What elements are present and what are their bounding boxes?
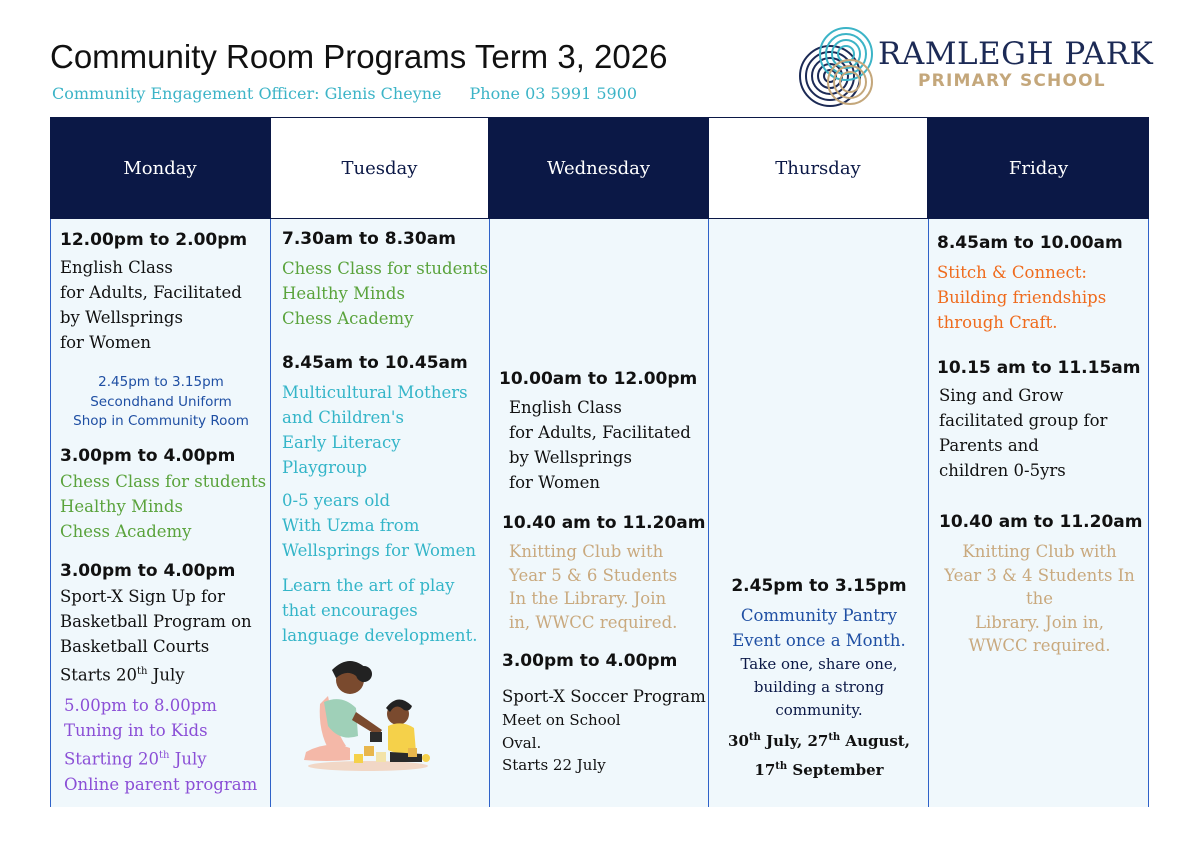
program-line: Community Pantry: [740, 606, 898, 625]
program-line: Online parent program: [64, 774, 258, 794]
program-line: Early Literacy: [282, 433, 401, 452]
program-line: for Adults, Facilitated: [509, 423, 691, 442]
program-line: With Uzma from: [282, 516, 420, 535]
time-label: 3.00pm to 4.00pm: [60, 446, 236, 466]
time-label: 10.00am to 12.00pm: [499, 369, 698, 389]
program-line: Multicultural Mothers: [282, 383, 468, 402]
program-line: Starts 22 July: [502, 756, 606, 774]
program-line: Basketball Courts: [60, 637, 210, 656]
program-line: Knitting Club with: [962, 542, 1117, 561]
day-header-wednesday: Wednesday: [489, 117, 708, 219]
program-line: Chess Academy: [60, 522, 192, 541]
tuesday-playgroup: [282, 351, 477, 648]
monday-sportx: [60, 559, 252, 688]
friday-time-knitting: [939, 510, 1142, 535]
thursday-cell: [708, 219, 928, 807]
tuesday-chess: [282, 227, 488, 331]
logo-subname: PRIMARY SCHOOL: [918, 71, 1106, 91]
program-line: Learn the art of play: [282, 576, 455, 595]
monday-cell: [50, 219, 270, 807]
thursday-community-pantry: [709, 574, 929, 783]
officer-name: Community Engagement Officer: Glenis Cheyne: [52, 84, 442, 103]
time-label: 10.15 am to 11.15am: [937, 358, 1141, 378]
monday-english-class: [60, 228, 247, 355]
program-line: 5.00pm to 8.00pm: [64, 696, 217, 715]
program-line: Shop in Community Room: [73, 413, 249, 429]
program-line: Sing and Grow: [939, 386, 1064, 405]
program-line: Chess Class for students: [282, 259, 489, 278]
monday-chess: [60, 444, 266, 544]
mother-child-play-illustration: [298, 656, 438, 774]
program-line: WWCC required.: [968, 636, 1111, 655]
time-label: 7.30am to 8.30am: [282, 229, 456, 249]
program-line: in, WWCC required.: [509, 612, 678, 632]
friday-knitting-club: [929, 540, 1150, 658]
time-label: 2.45pm to 3.15pm: [731, 576, 907, 596]
program-line: Library. Join in,: [975, 612, 1104, 632]
program-line: community.: [775, 701, 863, 719]
program-line: Healthy Minds: [282, 284, 405, 303]
timetable-grid: [50, 117, 1150, 807]
friday-cell: [928, 219, 1149, 807]
program-line: 0-5 years old: [282, 491, 391, 510]
program-line: children 0-5yrs: [939, 461, 1066, 480]
program-line: Chess Class for students: [60, 472, 267, 491]
monday-tuning-in-to-kids: [64, 693, 257, 797]
day-header-monday: Monday: [50, 117, 270, 219]
day-header-friday: Friday: [928, 117, 1149, 219]
program-line: Year 3 & 4 Students In the: [944, 565, 1135, 608]
day-header-tuesday: Tuesday: [270, 117, 489, 219]
program-line: Take one, share one,: [740, 655, 898, 673]
program-line: Oval.: [502, 733, 542, 752]
wednesday-soccer: [502, 649, 706, 777]
friday-stitch-connect: [937, 231, 1123, 335]
monday-uniform-shop: [51, 373, 271, 432]
time-label: 10.40 am to 11.20am: [502, 513, 706, 533]
pantry-dates: 17th September: [754, 761, 884, 779]
pantry-dates: 30th July, 27th August,: [728, 732, 910, 750]
contact-line: [52, 84, 637, 103]
time-label: 10.40 am to 11.20am: [939, 512, 1143, 532]
program-line: language development.: [282, 626, 478, 645]
page-title: Community Room Programs Term 3, 2026: [50, 38, 668, 75]
program-line: for Adults, Facilitated: [60, 283, 242, 302]
program-line: English Class: [60, 258, 173, 277]
program-line: for Women: [509, 473, 600, 492]
program-line: Chess Academy: [282, 309, 414, 328]
time-label: 3.00pm to 4.00pm: [60, 561, 236, 581]
program-line: Tuning in to Kids: [64, 721, 208, 740]
program-line: In the Library. Join: [509, 589, 667, 608]
program-line: Event once a Month.: [732, 631, 906, 650]
logo-name: RAMLEGH PARK: [878, 36, 1154, 72]
program-line: Stitch & Connect:: [937, 263, 1087, 282]
thursday-column: [708, 117, 928, 807]
time-label: 3.00pm to 4.00pm: [502, 651, 678, 671]
program-line: for Women: [60, 333, 151, 352]
program-line: Year 5 & 6 Students: [509, 565, 678, 585]
program-line: Sport-X Sign Up for: [60, 587, 225, 606]
program-line: Building friendships: [937, 288, 1107, 307]
program-line: Starting 20th July: [64, 749, 207, 769]
time-label: 8.45am to 10.45am: [282, 353, 468, 373]
program-line: 2.45pm to 3.15pm: [98, 374, 224, 390]
friday-column: [928, 117, 1149, 807]
program-line: Starts 20th July: [60, 665, 185, 685]
wednesday-cell: [489, 219, 708, 807]
program-line: Playgroup: [282, 458, 368, 477]
monday-column: [50, 117, 270, 807]
program-line: Knitting Club with: [509, 542, 664, 561]
program-line: Parents and: [939, 436, 1039, 455]
program-line: Sport-X Soccer Program: [502, 687, 706, 706]
program-line: Basketball Program on: [60, 612, 252, 631]
time-label: 8.45am to 10.00am: [937, 233, 1123, 253]
program-line: Meet on School: [502, 711, 621, 729]
wednesday-column: [489, 117, 708, 807]
program-line: building a strong: [753, 678, 885, 696]
program-line: English Class: [509, 398, 622, 417]
program-line: facilitated group for: [939, 411, 1108, 430]
program-line: Secondhand Uniform: [90, 393, 232, 410]
day-header-thursday: Thursday: [708, 117, 928, 219]
program-line: by Wellsprings: [509, 448, 632, 467]
program-line: by Wellsprings: [60, 308, 183, 327]
program-line: through Craft.: [937, 313, 1058, 332]
phone-number: Phone 03 5991 5900: [469, 84, 638, 103]
program-line: Wellsprings for Women: [282, 541, 477, 560]
program-line: Healthy Minds: [60, 497, 183, 516]
wednesday-english-class: [499, 367, 697, 495]
friday-sing-and-grow: [937, 356, 1140, 483]
wednesday-knitting-club: [502, 511, 705, 634]
program-line: that encourages: [282, 601, 418, 620]
program-line: and Children's: [282, 408, 404, 427]
time-label: 12.00pm to 2.00pm: [60, 230, 248, 250]
